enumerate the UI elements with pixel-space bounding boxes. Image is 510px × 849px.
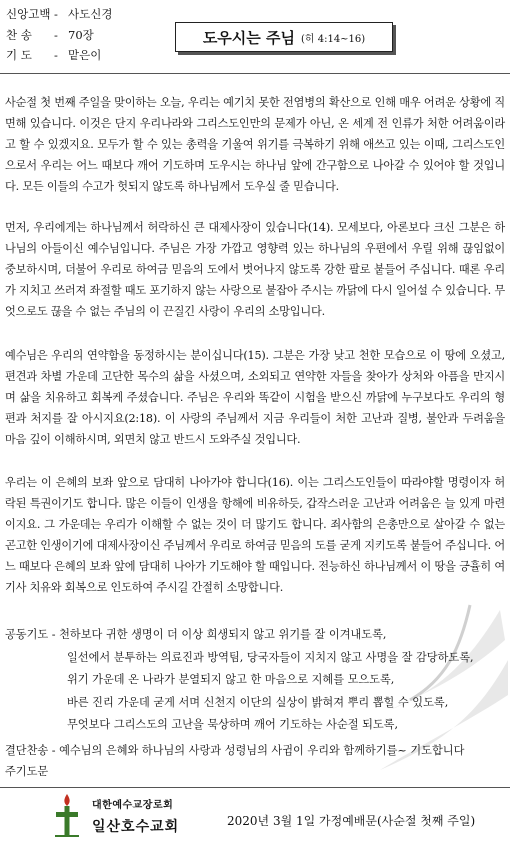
service-order-key: 기 도 bbox=[6, 48, 32, 62]
denomination: 대한예수교장로회 bbox=[92, 800, 174, 811]
prayer-line: 바른 진리 가운데 굳게 서며 신천지 이단의 실상이 밝혀져 뿌리 뽑힐 수 있도록, bbox=[67, 695, 449, 709]
service-order-item bbox=[6, 45, 112, 66]
service-order-sep: - bbox=[54, 7, 58, 21]
footer bbox=[0, 790, 510, 845]
lords-prayer: 주기도문 bbox=[5, 765, 49, 778]
prayer-line: 일선에서 분투하는 의료진과 방역팀, 당국자들이 지치지 않고 사명을 잘 감당하도록, bbox=[67, 650, 474, 664]
service-order-item bbox=[6, 4, 112, 25]
service-order-key: 신앙고백 bbox=[6, 7, 51, 21]
footer-divider bbox=[0, 787, 510, 788]
sermon-paragraph: 우리는 이 은혜의 보좌 앞으로 담대히 나아가야 합니다(16). 이는 그리스도인들이 따라야할 명령이자 허락된 특권이기도 합니다. 많은 이들이 인생을 항해에 비유하듯, 갑작스러운 고난과 어려움은 늘 있게 마련이지요. 그 가운데는 우리가 이해할 수 없는 것이 더 많기도 합니다. 죄사함의 은총만으로 살아갈 수 없는 곤고한 인생이기에 대제사장이신 주님께서 우리로 하여금 믿음의 도를 굳게 지키도록 붙들어 주십니다. 어느 때보다 은혜의 보좌 앞에 담대히 나아가 기도해야 할 때입니다. 전능하신 하나님께서 이 땅을 긍휼히 여기사 치유와 회복으로 인도하여 주시길 간절히 소망합니다. bbox=[5, 476, 505, 594]
church-logo-icon bbox=[52, 792, 82, 838]
closing-hymn: 결단찬송 - 예수님의 은혜와 하나님의 사랑과 성령님의 사귐이 우리와 함께하기를~ 기도합니다 bbox=[5, 744, 465, 757]
sermon-paragraph: 사순절 첫 번째 주일을 맞이하는 오늘, 우리는 예기치 못한 전염병의 확산으로 인해 매우 어려운 상황에 직면해 있습니다. 이것은 단지 우리나라와 그리스도인만의 문제가 아닌, 온 세계 전 인류가 처한 어려움이라고 할 수 있겠지요. 모두가 할 수 있는 총력을 기울여 위기를 극복하기 위해 애쓰고 있는 이때, 그리스도인으로서 우리는 어느 때보다 깨어 기도하며 도우시는 하나님 앞에 간구함으로 나아갈 수 있어야 할 것입니다. 모든 이들의 수고가 헛되지 않도록 하나님께서 도우실 줄 믿습니다. bbox=[5, 96, 505, 193]
sermon-paragraph: 예수님은 우리의 연약함을 동정하시는 분이십니다(15). 그분은 가장 낮고 천한 모습으로 이 땅에 오셨고, 편견과 차별 가운데 고단한 목수의 삶을 사셨으며, 소외되고 연약한 자들을 찾아가 상처와 아픔을 만지시며 삶을 치유하고 회복케 주셨습니다. 주님은 우리와 똑같이 시험을 받으신 까닭에 누구보다도 우리의 형편과 처지를 잘 아시지요(2:18). 이 사랑의 주님께서 지금 우리들이 처한 고난과 질병, 불안과 두려움을 마음 깊이 이해하시며, 외면치 않고 반드시 도와주실 것입니다. bbox=[5, 349, 505, 446]
service-order-key: 찬 송 bbox=[6, 27, 32, 42]
service-order-sep: - bbox=[54, 27, 58, 42]
service-order-sep: - bbox=[54, 48, 58, 62]
service-order bbox=[6, 4, 112, 66]
closing-section bbox=[5, 740, 464, 782]
service-order-value: 사도신경 bbox=[68, 7, 113, 21]
sermon-title-box bbox=[175, 22, 393, 52]
church-name-block bbox=[92, 796, 179, 836]
scripture-reference: (히 4:14~16) bbox=[300, 33, 366, 45]
service-order-value: 70장 bbox=[68, 27, 94, 42]
service-order-item bbox=[6, 25, 112, 46]
header-divider bbox=[0, 73, 510, 74]
church-name: 일산호수교회 bbox=[92, 819, 180, 835]
prayer-line: 위기 가운데 온 나라가 분열되지 않고 한 마음으로 지혜를 모으도록, bbox=[67, 673, 395, 686]
prayer-line: 무엇보다 그리스도의 고난을 묵상하며 깨어 기도하는 사순절 되도록, bbox=[67, 718, 399, 731]
worship-date: 2020년 3월 1일 가정예배문(사순절 첫째 주일) bbox=[227, 814, 476, 828]
service-order-value: 맡은이 bbox=[68, 48, 102, 62]
sermon-title: 도우시는 주님 bbox=[202, 28, 295, 47]
sermon-paragraph: 먼저, 우리에게는 하나님께서 허락하신 큰 대제사장이 있습니다(14). 모세보다, 아론보다 크신 그분은 하나님의 아들이신 예수님입니다. 주님은 가장 가깝고 영향력 있는 하나님의 우편에서 우릴 위해 끊임없이 중보하시며, 더불어 우리로 하여금 믿음의 도에서 벗어나지 않도록 강한 팔로 붙들어 주십니다. 때론 우리가 지치고 쓰러져 좌절할 때도 포기하지 않는 사랑으로 붙잡아 주시는 까닭에 다시 일어설 수 있습니다. 무엇으로도 끊을 수 없는 주님의 이 끈질긴 사랑이 우리의 소망입니다. bbox=[5, 221, 505, 318]
common-prayer bbox=[5, 624, 505, 737]
prayer-line: 공동기도 - 천하보다 귀한 생명이 더 이상 희생되지 않고 위기를 잘 이겨내도록, bbox=[5, 628, 387, 641]
